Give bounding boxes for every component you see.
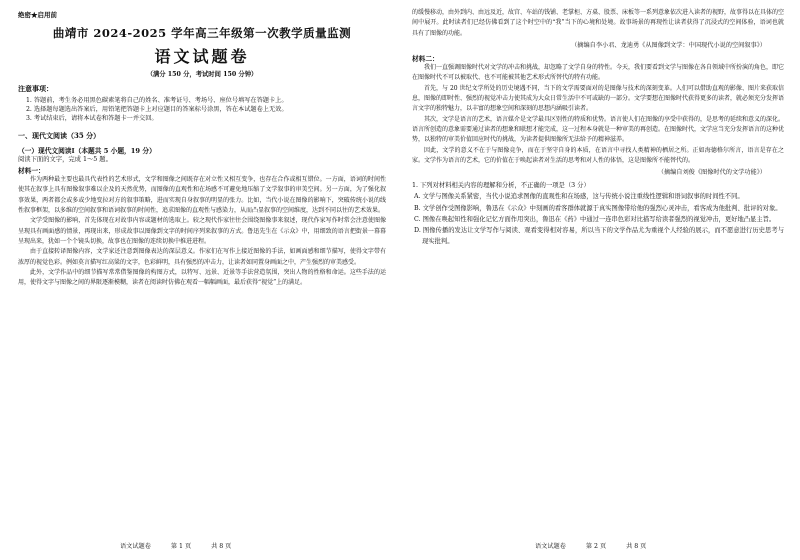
passage-paragraph: 文学受图像的影响，首先体现在对故事内容或题材的选取上。较之现代作家往往会围绕图像事来叙述，现代作家写作时常会注意使图像呈现具有画面感的情景，再现出来，形成故事以图像到文字的时间序列来叙事的方式。鲁迅先生在《示众》中，用细致的语言把街景一幕幕呈现出来，犹如一个个镜头切换，故事也在图像的连续切换中推进进程。 — [18, 217, 386, 246]
passage-paragraph: 作为两种最主要也最具代表性的艺术形式，文学和图像之间既存在对立性又相互变争，也存在合作或相互错位。一方面，语词的时间性使其在叙事上具有图像叙事难以企及的天然优势，而图像的直观性和在场感不可避免地压缩了文学叙事的审美空间。另一方面，为了强化叙事效果，两者都会或多或少地变拉对方的叙事策略，进而实现自身叙事的明显的张力。比如，当代小说在图像的影响下，突破传统小说的线性叙事框架，以多维的空间叙事和语词叙事的时间性，追求图像的直观性与感染力，从而凸显叙事的空间维度，达到不同以往的艺术效果。 — [18, 176, 386, 215]
score-time-line: （满分 150 分，考试时间 150 分钟） — [146, 71, 258, 78]
note-item: 1. 答题前，考生务必用黑色碳素笔将自己的姓名、准考证号、考场号、座位号填写在答题卡上。 — [26, 97, 288, 104]
material-label: 材料一： — [18, 167, 45, 175]
confidential-mark: 绝密★启用前 — [18, 11, 57, 19]
footer-page-number: 第 1 页 — [170, 543, 192, 550]
passage-paragraph: 首先，与 20 世纪文学所处的历史境遇不同，当下的文学需要面对的是图像与技术的深刻变革。人们可以借助直观的影像、图片来获取信息，图像的即时性、强烈的视觉冲击力使其成为大众日常生活中不可或缺的一部分。文学要想在图像时代获得更多的读者，就必须充分发挥语言文字的独特魅力，以丰富的想象空间和深刻的思想内涵吸引读者。 — [412, 84, 785, 113]
passage-paragraph: 因此，文学的意义不在于与图像竞争，而在于坚守自身的本质，在语言中寻找人类精神的栖居之所。正如海德格尔所言，语言是存在之家。文学作为语言的艺术，它的价值在于唤起读者对生活的思考和对人性的体悟，这是图像所不能替代的。 — [412, 146, 784, 165]
passage-paragraph: 此外，文学作品中的细节描写常常借鉴图像的构图方式，以特写、远景、近景等手法营造氛围，突出人物的性格和命运。这些手法的运用，使得文字与图像之间的界限逐渐模糊，读者在阅读时仿佛在观看一幅幅画面，最后获得“视觉”上的满足。 — [18, 269, 386, 287]
answer-option-d: D. 图像传播的发达让文学写作与阅读、观看变得相对容易，所以当下的文学作品尤为重视个人经验的展示，而不愿意进行历史思考与现实批判。 — [414, 227, 784, 246]
source-citation: （摘编自李小君、龙迪勇《从图像到文学：中国现代小说的空间叙事》） — [571, 42, 766, 50]
section-heading: 一、现代文阅读（35 分） — [18, 131, 101, 140]
exam-page-right — [400, 0, 800, 560]
footer-paper-name: 语文试题卷 — [120, 543, 151, 550]
note-item: 2. 选择题每题选出答案后，用铅笔把答题卡上对应题目的答案标号涂黑，答在本试题卷上无效。 — [26, 106, 288, 113]
footer-total-pages: 共 8 页 — [626, 543, 647, 550]
passage-paragraph: 我们一直强调图像时代对文学的冲击和挑战，却忽略了文学自身的特性。今天，我们要看到文学与图像在各自领域中所扮演的角色，即它在图像时代不可以被取代、也不可能被其他艺术形式所替代的特有功能。 — [412, 64, 785, 82]
question-stem: 1. 下列对材料相关内容的理解和分析，不正确的一项是（3 分） — [412, 182, 590, 190]
subsection-heading: （一）现代文阅读Ⅰ（本题共 5 小题，19 分） — [18, 147, 156, 155]
answer-option-b: B. 文学创作受图像影响，鲁迅在《示众》中刻画的看客群体就源于真实图像带给他的强烈心灵冲击，看客成为他批判、批评的对象。 — [414, 204, 782, 212]
footer-page-number: 第 2 页 — [585, 543, 607, 550]
passage-paragraph: 的缓慢移动，由外到内、由远及近，故宫、车站的钱铺、老掌柜、方桌、股票、床板等一系列意象依次进入读者的视野，故事得以在具体的空间中展开。此时读者们已经仿佛看到了这个时空中的“我”当下的心境和处境。故事场景的再现性让读者获得了沉浸式的空间体验，语词也就具有了图像的功能。 — [412, 9, 785, 37]
footer-paper-name: 语文试题卷 — [535, 543, 566, 550]
answer-option-c: C. 图像在唤起知性和强化记忆方面作用突出，鲁迅在《药》中通过一连串色彩对比描写给读者强烈的视觉冲击，更好地凸显主旨。 — [414, 215, 776, 223]
answer-option-a: A. 文学与图像关系紧密，当代小说追求图像的直观性和在场感，这与传统小说注重线性逻辑和语词叙事的时间性不同。 — [414, 193, 744, 201]
footer-total-pages: 共 8 页 — [211, 543, 232, 550]
notes-heading: 注意事项： — [18, 84, 53, 93]
passage-paragraph: 其次，文学是语言的艺术，语言媒介是文学最具区别性的特质和优势。语言使人们在图像的享受中获得的，是思考的延续和意义的深化。语言所创造的意象需要通过读者的想象和联想才能完成，这一过程本身就是一种审美的再创造。在图像时代，文学应当充分发挥语言的这种优势，以独特的审美价值回应时代的挑战，为读者提供图像所无法给予的精神滋养。 — [412, 115, 785, 144]
passage-paragraph: 由于直接转译图像内容，文学家还注意到图像表达的深层意义。作家们在写作上接近图像的手法，如画面感和细节描写，使得文字带有浓厚的视觉色彩。例如莫言描写红高粱的文字，色彩鲜明，具有强烈的冲击力，让读者如同置身画面之中，产生强烈的审美感受。 — [18, 248, 386, 266]
source-citation: （摘编自刘俊《图像时代的文学功能》） — [657, 169, 766, 177]
page-footer — [535, 541, 664, 550]
page-footer — [120, 541, 249, 550]
paper-title: 语文试题卷 — [154, 47, 250, 66]
reading-instruction: 阅读下面的文字，完成 1～5 题。 — [18, 156, 112, 163]
material-label: 材料二： — [412, 55, 439, 64]
exam-title: 曲靖市 2024-2025 学年高三年级第一次教学质量监测 — [52, 26, 352, 40]
note-item: 3. 考试结束后，请将本试卷和答题卡一并交回。 — [26, 115, 158, 122]
